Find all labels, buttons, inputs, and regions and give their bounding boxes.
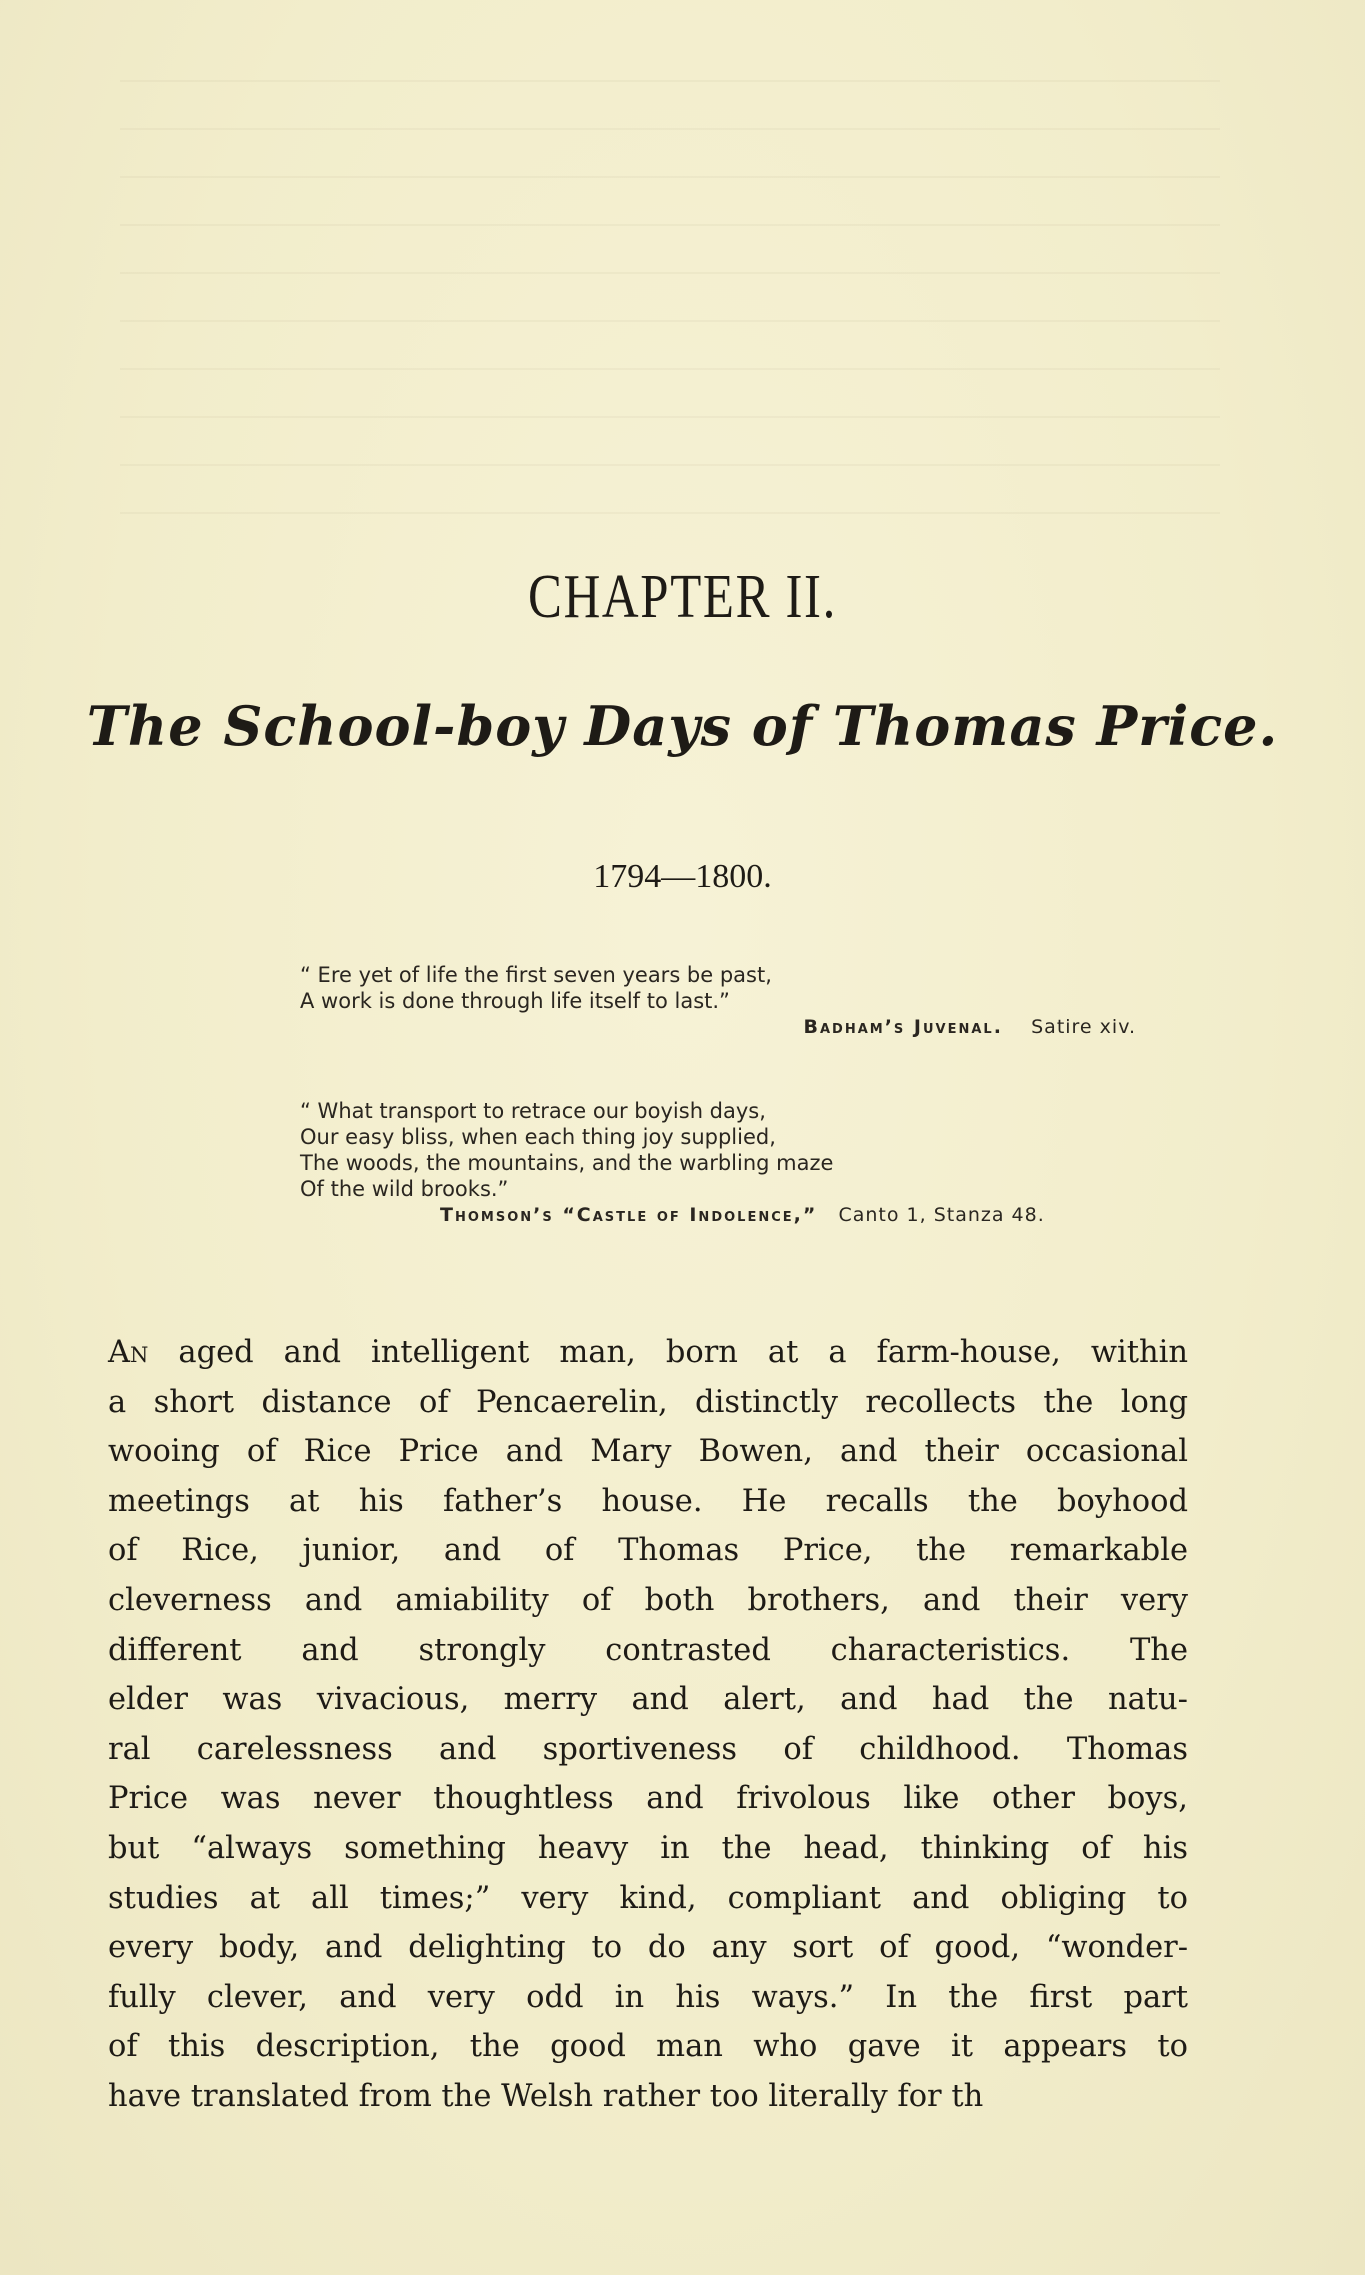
epigraph-line: Our easy bliss, when each thing joy supplied, — [300, 1125, 776, 1149]
body-line: ral carelessness and sportiveness of childhood. Thomas — [108, 1731, 1188, 1767]
chapter-heading: CHAPTER II. — [528, 563, 837, 631]
body-line: of Rice, junior, and of Thomas Price, the remarkable — [108, 1533, 1188, 1569]
body-paragraph — [108, 1328, 1188, 2122]
body-line: elder was vivacious, merry and alert, and had the natu- — [108, 1682, 1188, 1718]
body-line: An aged and intelligent man, born at a farm-house, within — [108, 1335, 1188, 1370]
attribution-source: Badham’s Juvenal. — [803, 1016, 1003, 1038]
epigraph-thomson — [300, 1098, 1180, 1228]
attribution-detail: Canto 1, Stanza 48. — [838, 1204, 1045, 1226]
epigraph-juvenal — [300, 962, 1180, 1040]
epigraph-attribution — [300, 1202, 1180, 1228]
body-line: but “always something heavy in the head, thinking of his — [108, 1830, 1188, 1866]
body-line: studies at all times;” very kind, compliant and obliging to — [108, 1880, 1188, 1916]
body-line: different and strongly contrasted characteristics. The — [108, 1632, 1188, 1668]
opening-word: An — [108, 1335, 149, 1370]
body-line: cleverness and amiability of both brothers, and their very — [108, 1582, 1188, 1618]
bleed-through-texture — [120, 80, 1220, 540]
body-line: of this description, the good man who gave it appears to — [108, 2029, 1188, 2065]
epigraph-line: “ Ere yet of life the first seven years be past, — [300, 963, 772, 987]
body-line: Price was never thoughtless and frivolous like other boys, — [108, 1781, 1188, 1817]
epigraph-line: The woods, the mountains, and the warbling maze — [300, 1151, 834, 1175]
attribution-detail: Satire xiv. — [1031, 1016, 1136, 1038]
epigraph-line: A work is done through life itself to last.” — [300, 989, 730, 1013]
attribution-source: Thomson’s “Castle of Indolence,” — [440, 1204, 818, 1226]
body-line: fully clever, and very odd in his ways.” In the first part — [108, 1979, 1188, 2015]
body-line: meetings at his father’s house. He recalls the boyhood — [108, 1483, 1188, 1519]
body-line: have translated from the Welsh rather too literally for th — [108, 2078, 984, 2114]
body-line: wooing of Rice Price and Mary Bowen, and their occasional — [108, 1434, 1188, 1470]
body-line: every body, and delighting to do any sort of good, “wonder- — [108, 1930, 1188, 1966]
chapter-title: The School-boy Days of Thomas Price. — [86, 694, 1279, 758]
epigraph-line: Of the wild brooks.” — [300, 1177, 509, 1201]
body-line: a short distance of Pencaerelin, distinctly recollects the long — [108, 1384, 1188, 1420]
epigraph-line: “ What transport to retrace our boyish days, — [300, 1099, 766, 1123]
epigraph-attribution — [300, 1014, 1180, 1040]
chapter-date-range: 1794—1800. — [593, 858, 772, 895]
